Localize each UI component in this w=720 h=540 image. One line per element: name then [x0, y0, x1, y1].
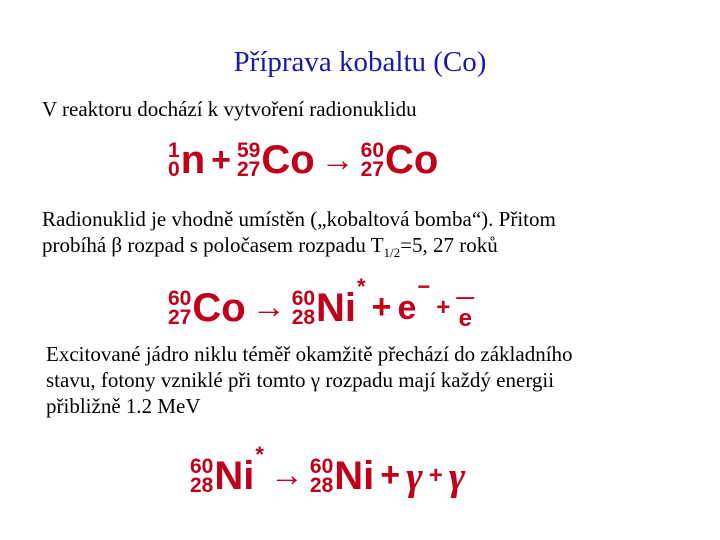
co60-symbol: Co: [192, 285, 246, 330]
antineutrino: — e: [456, 286, 475, 332]
neutron-nucleon-numbers: 1 0: [168, 139, 180, 181]
ni60-nucleon-numbers: 60 28: [291, 286, 316, 329]
intro-text: V reaktoru dochází k vytvoření radionuklidu: [42, 97, 417, 121]
gamma-symbol: γ: [448, 453, 466, 499]
plus-sign: +: [380, 456, 401, 495]
equation-gamma-emission: [190, 442, 465, 499]
ni60-nucleon-numbers: 60 28: [309, 454, 334, 497]
plus-sign: +: [428, 461, 443, 489]
co59-nucleon-numbers: 59 27: [236, 139, 261, 181]
co60-nucleon-numbers: 60 27: [360, 139, 385, 181]
co60-nucleon-numbers: 60 27: [168, 286, 192, 329]
ni60-symbol: Ni: [334, 453, 375, 498]
ni60-excited-symbol: Ni: [214, 453, 255, 498]
ni60-symbol: Ni: [316, 285, 357, 330]
slide-title: Příprava kobaltu (Co): [233, 46, 487, 78]
gamma-decay-text: Excitované jádro niklu téměř okamžitě přechází do základního stavu, fotony vzniklé při tomto γ rozpadu mají každý energii přibližně 1.2 MeV: [46, 342, 573, 418]
electron-symbol: e: [397, 288, 417, 327]
electron-charge: −: [417, 274, 431, 299]
reaction-arrow: →: [320, 140, 355, 179]
excited-star: *: [255, 442, 264, 467]
reaction-arrow: →: [251, 288, 286, 327]
beta-decay-text: Radionuklid je vhodně umístěn („kobaltová bomba“). Přitom probíhá β rozpad s poločasem rozpadu $T_{1/2}=5$, 27 roků: [42, 207, 556, 261]
plus-sign: +: [211, 140, 231, 179]
plus-sign: +: [371, 288, 392, 327]
excited-star: *: [357, 274, 366, 299]
neutron-symbol: n: [180, 138, 206, 182]
equation-beta-decay: [168, 274, 475, 332]
gamma-symbol: γ: [406, 453, 423, 499]
co59-symbol: Co: [261, 138, 315, 182]
equation-neutron-capture: [168, 140, 438, 180]
ni60-excited-nucleon-numbers: 60 28: [190, 454, 214, 497]
co60-symbol: Co: [385, 138, 439, 182]
plus-sign: +: [436, 293, 451, 321]
reaction-arrow: →: [269, 456, 304, 495]
